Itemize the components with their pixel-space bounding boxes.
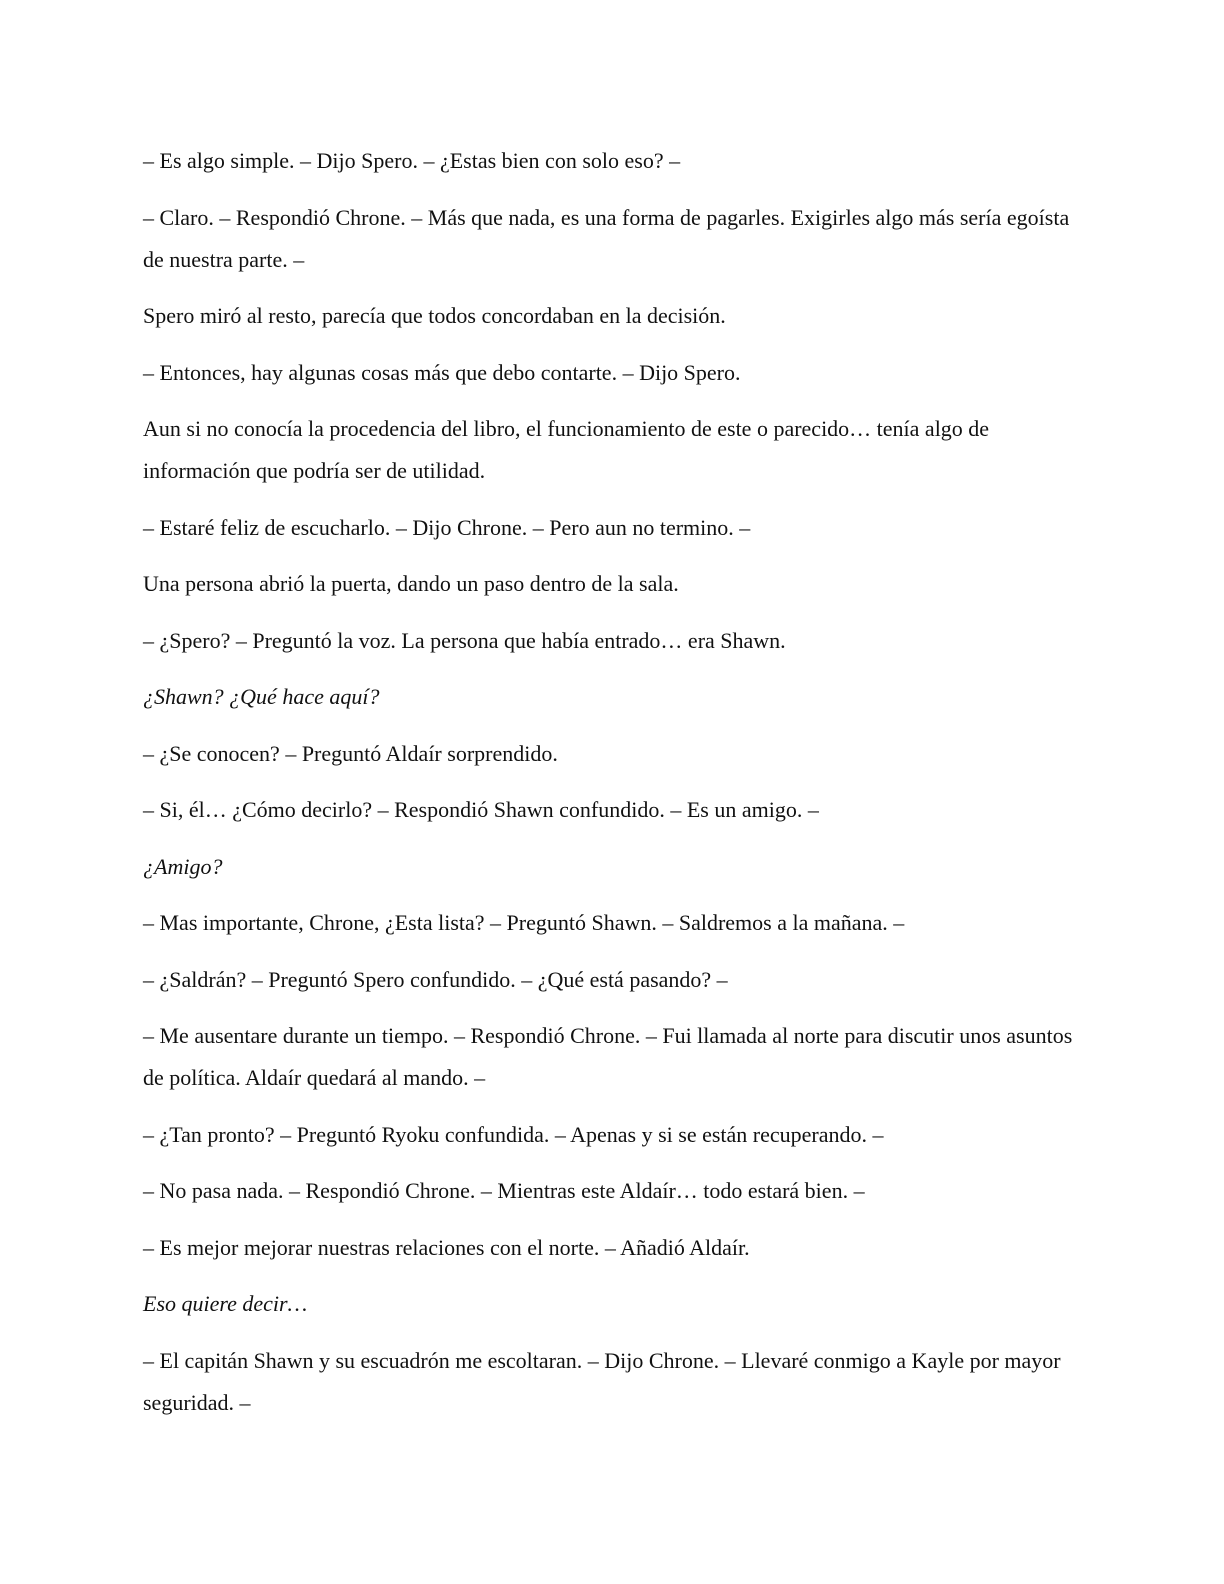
inner-thought: ¿Shawn? ¿Qué hace aquí? — [143, 684, 380, 709]
paragraph: – Claro. – Respondió Chrone. – Más que nada, es una forma de pagarles. Exigirles algo más sería egoísta de nuestra parte. – — [143, 204, 1070, 272]
inner-thought: ¿Amigo? — [143, 853, 223, 879]
paragraph: – ¿Tan pronto? – Preguntó Ryoku confundida. – Apenas y si se están recuperando. – — [143, 1121, 884, 1147]
paragraph: – Estaré feliz de escucharlo. – Dijo Chrone. – Pero aun no termino. – — [143, 514, 751, 540]
paragraph: – ¿Saldrán? – Preguntó Spero confundido. – ¿Qué está pasando? – — [143, 966, 728, 992]
paragraph: – No pasa nada. – Respondió Chrone. – Mientras este Aldaír… todo estará bien. – — [143, 1178, 865, 1203]
paragraph: – Es algo simple. – Dijo Spero. – ¿Estas bien con solo eso? – — [143, 148, 681, 173]
paragraph: Aun si no conocía la procedencia del libro, el funcionamiento de este o parecido… tenía algo de información que podría ser de utilidad. — [143, 416, 990, 483]
paragraph: Una persona abrió la puerta, dando un paso dentro de la sala. — [143, 571, 679, 596]
paragraph: – Me ausentare durante un tiempo. – Respondió Chrone. – Fui llamada al norte para discutir unos asuntos de política. Aldaír quedará al mando. – — [143, 1023, 1073, 1090]
paragraph: – Entonces, hay algunas cosas más que debo contarte. – Dijo Spero. — [143, 359, 741, 385]
inner-thought: Eso quiere decir… — [143, 1291, 308, 1316]
paragraph: – Mas importante, Chrone, ¿Esta lista? – Preguntó Shawn. – Saldremos a la mañana. – — [143, 910, 905, 935]
paragraph: – El capitán Shawn y su escuadrón me escoltaran. – Dijo Chrone. – Llevaré conmigo a Kayle por mayor seguridad. – — [143, 1347, 1061, 1415]
paragraph: – Es mejor mejorar nuestras relaciones con el norte. – Añadió Aldaír. — [143, 1234, 750, 1260]
paragraph: – ¿Se conocen? – Preguntó Aldaír sorprendido. — [143, 740, 558, 766]
paragraph: – ¿Spero? – Preguntó la voz. La persona que había entrado… era Shawn. — [143, 627, 786, 653]
paragraph: – Si, él… ¿Cómo decirlo? – Respondió Shawn confundido. – Es un amigo. – — [143, 797, 819, 822]
document-page — [143, 140, 1083, 1438]
paragraph: Spero miró al resto, parecía que todos concordaban en la decisión. — [143, 303, 726, 328]
